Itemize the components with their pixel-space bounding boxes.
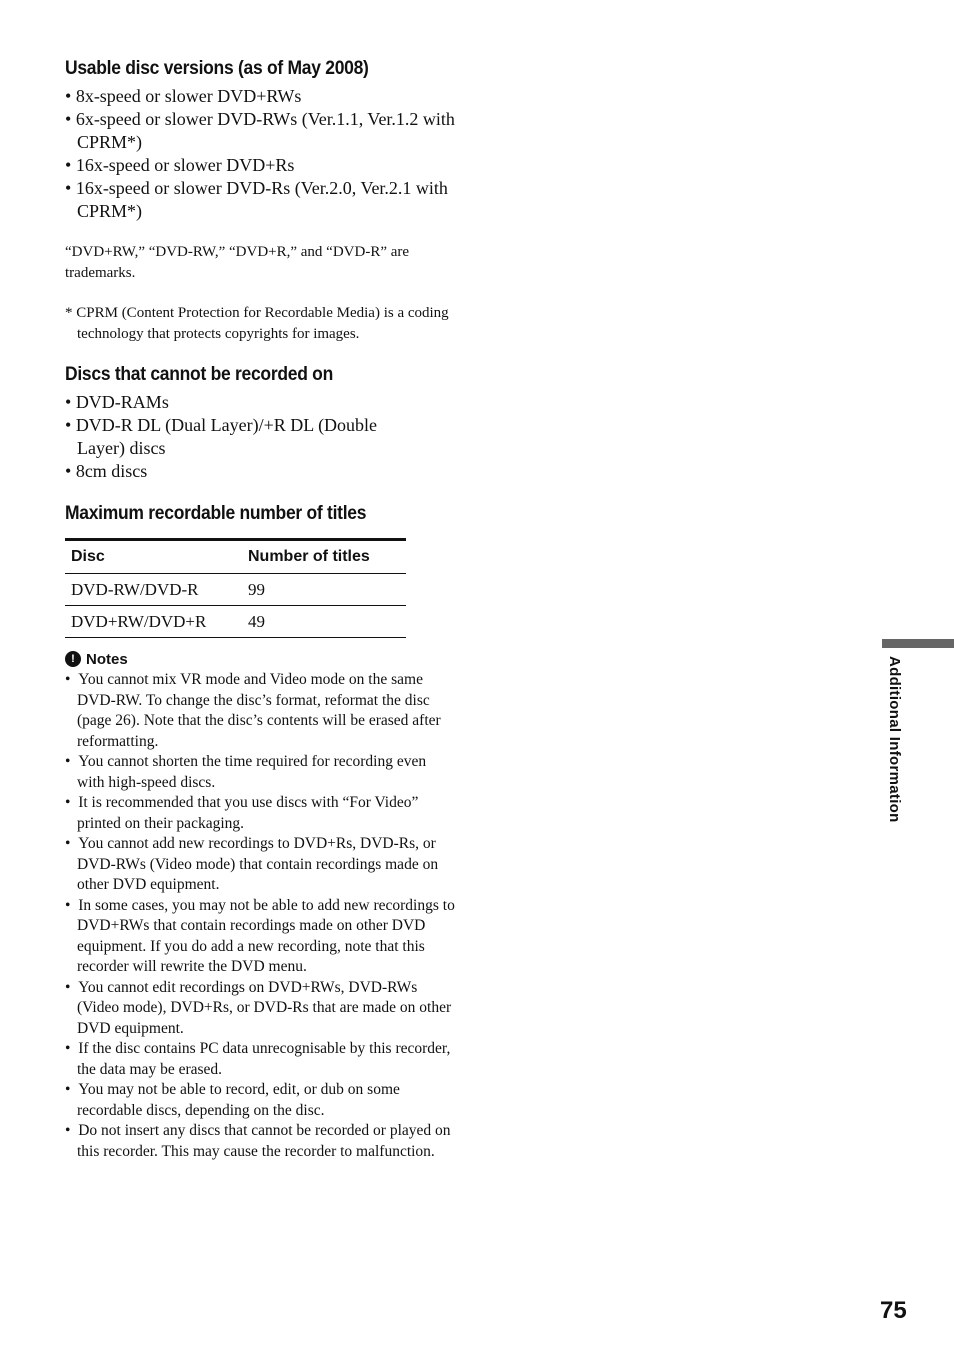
table-header-row <box>65 540 406 574</box>
cprm-footnote: * CPRM (Content Protection for Recordable Media) is a coding technology that protects copyrights for images. <box>65 305 449 342</box>
table-row <box>65 574 406 606</box>
list-item: • 16x-speed or slower DVD+Rs <box>65 155 295 175</box>
list-item: • If the disc contains PC data unrecognisable by this recorder, the data may be erased. <box>65 1040 451 1078</box>
trademark-note: “DVD+RW,” “DVD-RW,” “DVD+R,” and “DVD-R” are trademarks. <box>65 244 410 281</box>
header-number-of-titles: Number of titles <box>242 540 406 574</box>
list-item: • Do not insert any discs that cannot be recorded or played on this recorder. This may cause the recorder to malfunction. <box>65 1122 451 1160</box>
list-item: • You cannot add new recordings to DVD+Rs, DVD-Rs, or DVD-RWs (Video mode) that contain recordings made on other DVD equipment. <box>65 835 439 893</box>
usable-discs-heading: Usable disc versions (as of May 2008) <box>65 58 369 79</box>
main-column <box>65 57 455 1162</box>
list-item: • You may not be able to record, edit, or dub on some recordable discs, depending on the disc. <box>65 1081 400 1119</box>
list-item: • 6x-speed or slower DVD-RWs (Ver.1.1, Ver.1.2 with CPRM*) <box>65 109 455 152</box>
list-item: • You cannot mix VR mode and Video mode on the same DVD-RW. To change the disc’s format, reformat the disc (page 26). Note that the disc’s contents will be erased after reformatting. <box>65 671 441 750</box>
notes-title: Notes <box>86 650 128 668</box>
list-item: • 8x-speed or slower DVD+RWs <box>65 86 302 106</box>
notes-icon: ! <box>65 651 81 667</box>
notes-list <box>65 670 455 1162</box>
max-titles-table <box>65 538 406 638</box>
cell-titles: 99 <box>242 574 406 606</box>
cell-disc: DVD+RW/DVD+R <box>65 606 242 638</box>
cell-disc: DVD-RW/DVD-R <box>65 574 242 606</box>
list-item: • In some cases, you may not be able to add new recordings to DVD+RWs that contain recordings made on other DVD equipment. If you do add a new recording, note that this recorder will rewrite the DVD menu. <box>65 896 455 975</box>
cell-titles: 49 <box>242 606 406 638</box>
cannot-record-heading: Discs that cannot be recorded on <box>65 364 333 385</box>
section-side-label: Additional Information <box>886 656 903 823</box>
header-disc: Disc <box>65 540 242 574</box>
list-item: • You cannot shorten the time required for recording even with high-speed discs. <box>65 753 427 791</box>
cannot-record-list <box>65 391 410 483</box>
list-item: • You cannot edit recordings on DVD+RWs, DVD-RWs (Video mode), DVD+Rs, or DVD-Rs that are made on other DVD equipment. <box>65 978 452 1037</box>
list-item: • 8cm discs <box>65 461 148 481</box>
notes-header <box>65 648 455 670</box>
section-tab-bar <box>882 639 954 648</box>
table-row <box>65 606 406 638</box>
list-item: • DVD-RAMs <box>65 392 169 412</box>
list-item: • 16x-speed or slower DVD-Rs (Ver.2.0, Ver.2.1 with CPRM*) <box>65 178 448 221</box>
page-number: 75 <box>880 1297 907 1324</box>
max-titles-heading: Maximum recordable number of titles <box>65 503 367 524</box>
list-item: • It is recommended that you use discs with “For Video” printed on their packaging. <box>65 794 419 832</box>
usable-discs-list <box>65 85 455 223</box>
list-item: • DVD-R DL (Dual Layer)/+R DL (Double Layer) discs <box>65 415 378 458</box>
